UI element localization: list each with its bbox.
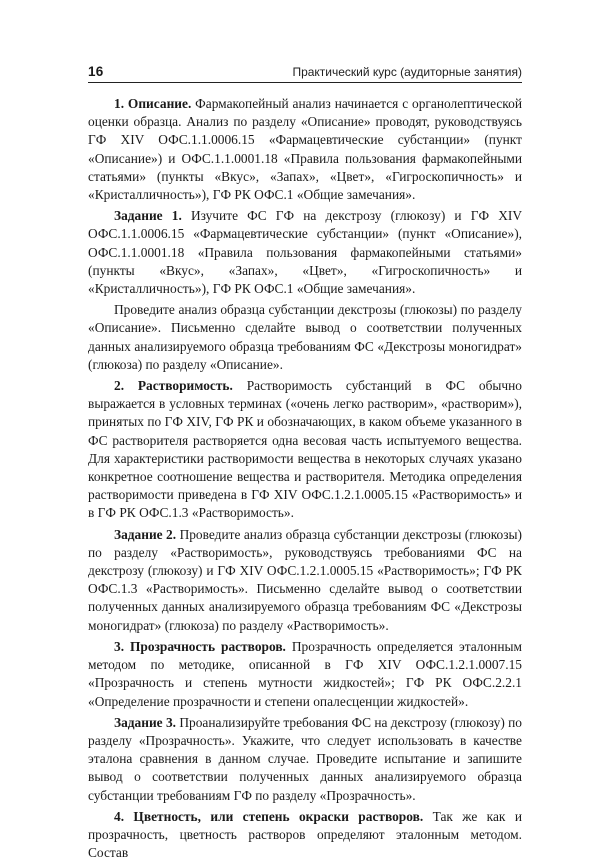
paragraph-text: Прозрачность определяется эталонным методом по методике, описанной в ГФ XIV ОФС.1.2.1.0007.15 «Прозрачность и степень мутности жидкостей»; ГФ РК ОФС.2.2.1 «Определение прозрачности и степени опалесценции жидкостей». [88,638,522,709]
paragraph-description [88,95,522,204]
paragraph-task-2 [88,526,522,635]
paragraph-color [88,808,522,863]
paragraph-text: Растворимость субстанций в ФС обычно выражается в условных терминах («очень легко растворим», «растворим»), принятых по ГФ XIV, ГФ РК и обозначающих, в каком объеме указанного в ФС растворителя растворяется одна весовая часть испытуемого вещества. Для характеристики растворимости вещества в некоторых случаях указано конкретное соотношение вещества и растворителя. Методика определения растворимости приведена в ГФ XIV ОФС.1.2.1.0005.15 «Растворимость» и в ГФ РК ОФС.1.3 «Растворимость». [88,378,522,521]
paragraph-text: Так же как и прозрачность, цветность растворов определяют эталонным методом. Состав [88,808,522,861]
running-title: Практический курс (аудиторные занятия) [292,65,522,79]
paragraph-text: Фармакопейный анализ начинается с органолептической оценки образца. Анализ по разделу «Описание» проводят, руководствуясь ГФ XIV ОФС.1.1.0006.15 «Фармацевтические субстанции» (пункт «Описание») и ОФС.1.1.0001.18 «Правила пользования фармакопейными статьями» (пункты «Вкус», «Запах», «Цвет», «Гигроскопичность» и «Кристалличность»), ГФ РК ОФС.1 «Общие замечания». [88,96,522,203]
paragraph-heading: 3. Прозрачность растворов. [114,638,286,654]
paragraph-heading: 4. Цветность, или степень окраски растворов. [114,808,424,824]
paragraph-heading: Задание 2. [114,526,177,542]
paragraph-task-1 [88,207,522,298]
paragraph-task-3 [88,714,522,805]
paragraph-task-1-instructions [88,301,522,374]
paragraph-solubility [88,377,522,523]
paragraph-transparency [88,638,522,711]
paragraph-heading: Задание 1. [114,208,182,224]
paragraph-heading: Задание 3. [114,714,176,730]
paragraph-text: Проанализируйте требования ФС на декстрозу (глюкозу) по разделу «Прозрачность». Укажите, что следует использовать в качестве эталона сравнения в данном случае. Проведите испытание и запишите вывод о соответствии полученных данных анализируемого образца субстанции требованиям ГФ по разделу «Прозрачность». [88,714,522,803]
paragraph-heading: 2. Растворимость. [114,378,233,394]
page-number: 16 [88,64,104,79]
paragraph-text: Изучите ФС ГФ на декстрозу (глюкозу) и ГФ XIV ОФС.1.1.0006.15 «Фармацевтические субстанции» (пункт «Описание»), ОФС.1.1.0001.18 «Правила пользования фармакопейными статьями» (пункты «Вкус», «Запах», «Цвет», «Гигроскопичность» и «Кристалличность»), ГФ РК ОФС.1 «Общие замечания». [88,208,522,297]
paragraph-text: Проведите анализ образца субстанции декстрозы (глюкозы) по разделу «Описание». Письменно сделайте вывод о соответствии полученных данных анализируемого образца требованиям ФС «Декстрозы моногидрат» (глюкоза) по разделу «Описание». [88,302,522,372]
paragraph-heading: 1. Описание. [114,96,192,111]
page-header [88,64,522,83]
paragraph-text: Проведите анализ образца субстанции декстрозы (глюкозы) по разделу «Растворимость», руководствуясь требованиями ФС на декстрозу (глюкозу) и ГФ XIV ОФС.1.2.1.0005.15 «Растворимость»; ГФ РК ОФС.1.3 «Растворимость». Письменно сделайте вывод о соответствии полученных данных анализируемого образца требованиям ФС «Декстрозы моногидрат» (глюкоза) по разделу «Растворимость». [88,526,522,633]
